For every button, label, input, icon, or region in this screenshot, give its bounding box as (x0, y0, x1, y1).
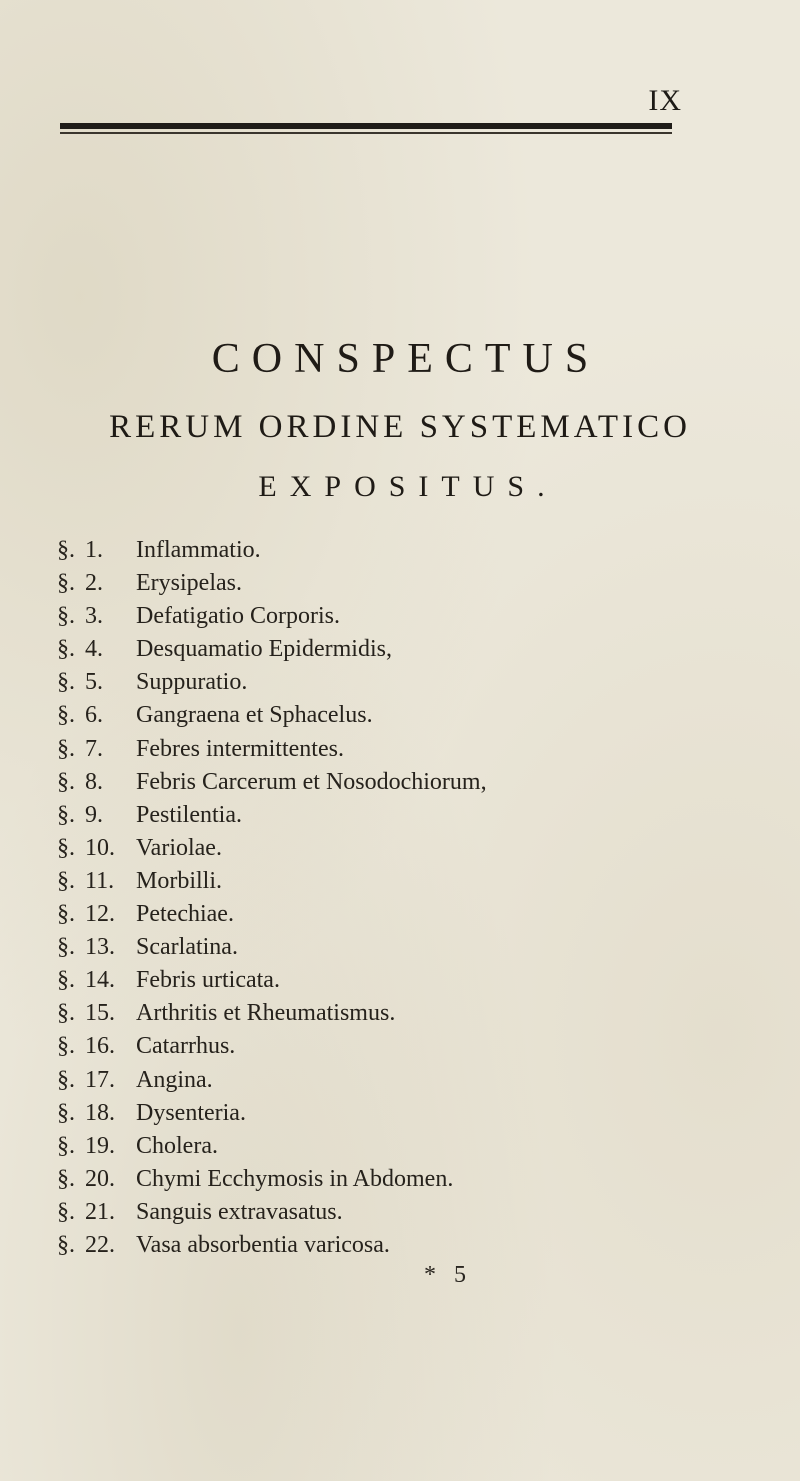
section-sign: §. (57, 834, 75, 861)
section-title: Inflammatio. (136, 537, 261, 563)
section-sign: §. (57, 1198, 75, 1225)
section-sign: §. (57, 967, 75, 994)
contents-entry (57, 1100, 697, 1133)
section-title: Febris Carcerum et Nosodochiorum, (136, 768, 487, 795)
contents-entry (57, 1033, 697, 1066)
section-sign: §. (57, 636, 75, 663)
section-sign: §. (57, 1231, 75, 1258)
contents-entry (57, 967, 697, 1000)
section-sign: §. (57, 603, 75, 630)
section-title: Defatigatio Corporis. (136, 603, 340, 630)
section-sign: §. (57, 1066, 75, 1093)
contents-entry (57, 1133, 697, 1166)
section-title: Suppuratio. (136, 669, 248, 696)
contents-entry (57, 570, 697, 603)
section-title: Febres intermittentes. (136, 735, 344, 762)
contents-entry (57, 901, 697, 934)
section-title: Desquamatio Epidermidis, (136, 636, 392, 663)
signature-mark: * 5 (424, 1262, 472, 1288)
section-sign: §. (57, 570, 75, 597)
section-sign: §. (57, 1165, 75, 1192)
section-title: Sanguis extravasatus. (136, 1198, 343, 1225)
contents-entry (57, 669, 697, 702)
contents-entry (57, 802, 697, 835)
header-rule-thin (60, 132, 672, 134)
section-title: Vasa absorbentia varicosa. (136, 1231, 390, 1258)
section-title: Gangraena et Sphacelus. (136, 702, 373, 729)
section-sign: §. (57, 1000, 75, 1027)
section-number: 5. (85, 669, 103, 696)
section-title: Dysenteria. (136, 1099, 246, 1126)
contents-entry (57, 736, 697, 769)
contents-entry (57, 537, 697, 570)
section-title: Variolae. (136, 834, 222, 861)
section-sign: §. (57, 901, 75, 928)
section-number: 19. (85, 1132, 115, 1159)
section-number: 3. (85, 603, 103, 630)
contents-entry (57, 1000, 697, 1033)
contents-entry (57, 636, 697, 669)
section-sign: §. (57, 537, 75, 563)
section-sign: §. (57, 867, 75, 894)
section-title: Chymi Ecchymosis in Abdomen. (136, 1165, 454, 1192)
header-rule-thick (60, 123, 672, 129)
section-number: 13. (85, 934, 115, 961)
section-title: Febris urticata. (136, 967, 280, 994)
page-number: IX (648, 84, 682, 117)
section-number: 16. (85, 1033, 115, 1060)
title-expositus: EXPOSITUS. (258, 470, 558, 503)
table-of-contents (57, 537, 697, 1265)
section-number: 17. (85, 1066, 115, 1093)
section-title: Petechiae. (136, 901, 234, 928)
contents-entry (57, 1199, 697, 1232)
section-number: 12. (85, 901, 115, 928)
section-number: 20. (85, 1165, 115, 1192)
section-number: 7. (85, 735, 103, 762)
title-conspectus: CONSPECTUS (211, 336, 601, 382)
contents-entry (57, 1067, 697, 1100)
contents-entry (57, 1166, 697, 1199)
contents-entry (57, 702, 697, 735)
section-sign: §. (57, 669, 75, 696)
section-number: 10. (85, 834, 115, 861)
section-number: 2. (85, 570, 103, 597)
title-rerum-ordine: RERUM ORDINE SYSTEMATICO (109, 409, 691, 445)
section-sign: §. (57, 1132, 75, 1159)
section-number: 9. (85, 801, 103, 828)
section-number: 6. (85, 702, 103, 729)
contents-entry (57, 835, 697, 868)
contents-entry (57, 934, 697, 967)
section-sign: §. (57, 735, 75, 762)
section-number: 22. (85, 1231, 115, 1258)
contents-entry (57, 868, 697, 901)
section-title: Catarrhus. (136, 1033, 236, 1060)
section-title: Erysipelas. (136, 570, 242, 597)
section-sign: §. (57, 702, 75, 729)
section-title: Arthritis et Rheumatismus. (136, 1000, 396, 1027)
section-number: 1. (85, 537, 103, 563)
contents-entry (57, 769, 697, 802)
section-sign: §. (57, 934, 75, 961)
section-title: Angina. (136, 1066, 213, 1093)
section-title: Scarlatina. (136, 934, 238, 961)
section-sign: §. (57, 1033, 75, 1060)
section-number: 8. (85, 768, 103, 795)
section-number: 18. (85, 1099, 115, 1126)
section-number: 14. (85, 967, 115, 994)
contents-entry (57, 603, 697, 636)
section-sign: §. (57, 801, 75, 828)
section-number: 21. (85, 1198, 115, 1225)
section-sign: §. (57, 1099, 75, 1126)
section-number: 4. (85, 636, 103, 663)
contents-entry (57, 1232, 697, 1265)
section-title: Morbilli. (136, 867, 223, 894)
section-number: 11. (85, 867, 115, 894)
section-sign: §. (57, 768, 75, 795)
section-title: Pestilentia. (136, 801, 242, 828)
section-number: 15. (85, 1000, 115, 1027)
section-title: Cholera. (136, 1132, 218, 1159)
